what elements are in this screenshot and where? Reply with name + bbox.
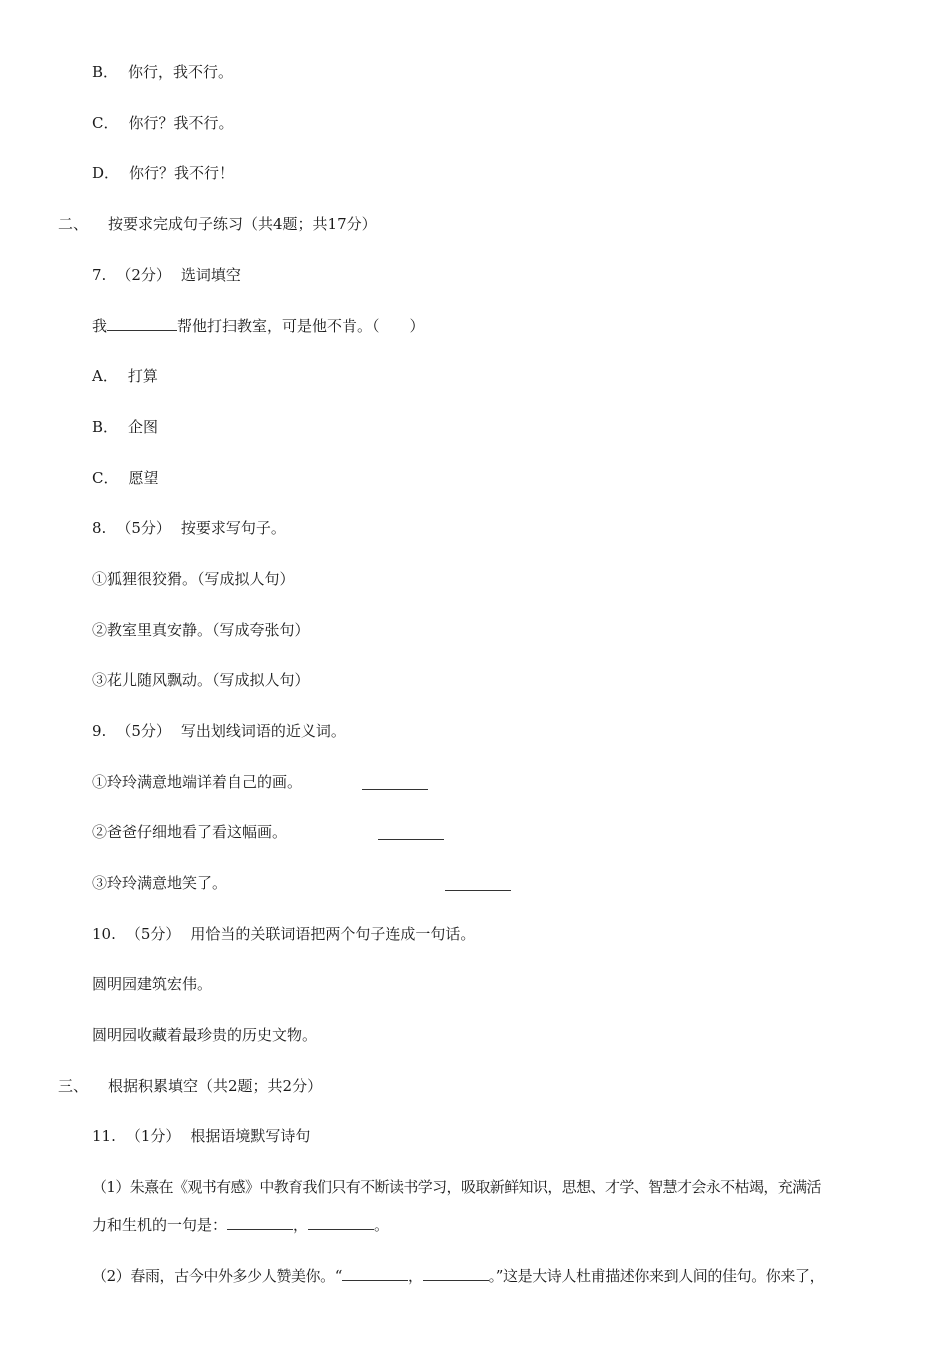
q10-line-2: 圆明园收藏着最珍贵的历史文物。 [92,1026,318,1044]
question-number: 11. [92,1127,116,1145]
option-text: 愿望 [128,469,159,487]
option-text: 企图 [128,418,159,436]
q10-line-1: 圆明园建筑宏伟。 [92,975,213,993]
question-score: （5分） [125,925,181,943]
question-score: （2分） [116,266,171,284]
question-score: （5分） [116,722,171,740]
stem-after: 帮他打扫教室，可是他不肯。（ ） [177,317,425,335]
option-letter: D． [92,164,120,182]
option-letter: B． [92,418,119,436]
question-score: （5分） [116,519,171,537]
option-text: 你行，我不行。 [128,63,234,81]
q11-part2-line1 [92,1266,907,1286]
q9-answer-blank-1[interactable] [362,788,428,790]
period: 。 [374,1216,390,1234]
question-score: （1分） [125,1127,181,1145]
question-title: 用恰当的关联词语把两个句子连成一句话。 [190,925,476,943]
q11-part1-line2 [92,1215,389,1235]
q7-option-a [92,366,158,386]
question-number: 7. [92,266,107,284]
answer-blank[interactable] [423,1266,489,1281]
q11-heading [92,1126,310,1146]
section-2-heading [58,214,377,234]
option-text: 你行？我不行。 [128,114,234,132]
question-number: 10. [92,925,116,943]
prompt-text: 。”这是大诗人杜甫描述你来到人间的佳句。你来了， [488,1267,825,1285]
option-text: 你行？我不行！ [129,164,235,182]
q9-answer-blank-2[interactable] [378,838,444,840]
section-number: 二、 [58,215,89,233]
option-letter: C． [92,469,119,487]
q6-option-b [92,62,233,82]
option-text: 打算 [127,367,158,385]
stem-before: 我 [92,317,108,335]
q6-option-d [92,163,234,183]
q8-item-2: ②教室里真安静。（写成夸张句） [92,621,310,639]
q9-item-3: ③玲玲满意地笑了。 [92,874,228,892]
answer-blank[interactable] [342,1266,408,1281]
section-3-heading [58,1076,322,1096]
section-title: 按要求完成句子练习（共4题；共17分） [108,215,377,233]
q9-answer-blank-3[interactable] [445,889,511,891]
q9-item-2: ②爸爸仔细地看了看这幅画。 [92,823,288,841]
question-number: 8. [92,519,107,537]
comma: ， [293,1216,309,1234]
answer-blank[interactable] [227,1215,293,1230]
question-number: 9. [92,722,107,740]
question-title: 选词填空 [180,266,241,284]
q6-option-c [92,113,234,133]
section-number: 三、 [58,1077,89,1095]
answer-blank[interactable] [308,1215,374,1230]
option-letter: C． [92,114,119,132]
comma: ， [408,1267,423,1285]
q9-heading [92,721,346,741]
q8-item-3: ③花儿随风飘动。（写成拟人句） [92,671,310,689]
option-letter: B． [92,63,119,81]
prompt-text: （2）春雨，古今中外多少人赞美你。“ [92,1267,343,1285]
section-title: 根据积累填空（共2题；共2分） [108,1077,323,1095]
q10-heading [92,924,475,944]
q7-option-c [92,468,159,488]
q7-option-b [92,417,158,437]
q11-part1-line1: （1）朱熹在《观书有感》中教育我们只有不断读书学习，吸取新鲜知识，思想、才学、智慧才会永不枯竭，充满活 [92,1178,821,1196]
q7-stem [92,316,425,336]
q9-item-1: ①玲玲满意地端详着自己的画。 [92,773,303,791]
q8-heading [92,518,286,538]
question-title: 写出划线词语的近义词。 [180,722,346,740]
option-letter: A． [92,367,118,385]
q7-heading [92,265,241,285]
prompt-text: 力和生机的一句是： [92,1216,228,1234]
question-title: 按要求写句子。 [180,519,286,537]
answer-blank[interactable] [107,316,177,331]
question-title: 根据语境默写诗句 [190,1127,311,1145]
q8-item-1: ①狐狸很狡猾。（写成拟人句） [92,570,295,588]
